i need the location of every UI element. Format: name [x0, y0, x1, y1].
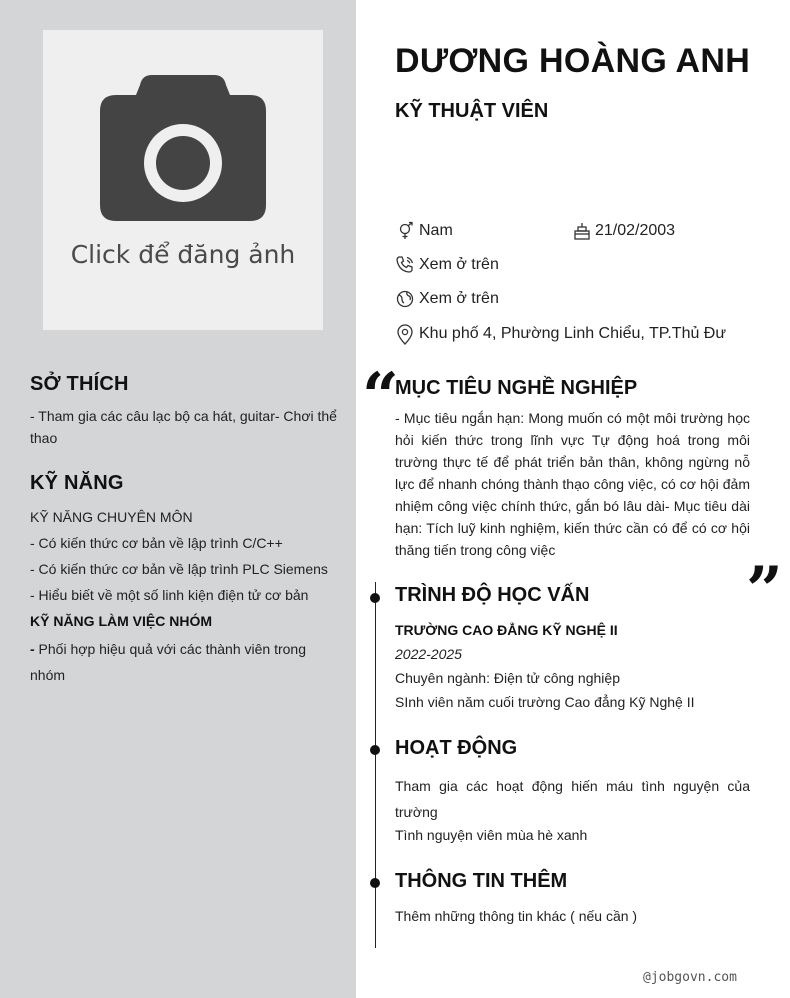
website-value: Xem ở trên: [419, 290, 499, 307]
birthday-row: [573, 221, 675, 241]
timeline-dot: [370, 878, 380, 888]
phone-icon: [395, 255, 415, 275]
phone-value: Xem ở trên: [419, 256, 499, 273]
education-note: SInh viên năm cuối trường Cao đẳng Kỹ Nghệ II: [395, 694, 695, 710]
address-row: [395, 323, 726, 345]
open-quote-icon: “: [362, 359, 399, 434]
skill-item: - Có kiến thức cơ bản về lập trình PLC Siemens: [30, 561, 328, 577]
activities-line-2: Tình nguyện viên mùa hè xanh: [395, 827, 588, 843]
education-period: 2022-2025: [395, 646, 462, 662]
photo-upload[interactable]: [43, 30, 323, 330]
gender-icon: [395, 221, 415, 241]
address-value: Khu phố 4, Phường Linh Chiểu, TP.Thủ Đư: [419, 325, 727, 342]
job-title: KỸ THUẬT VIÊN: [395, 100, 549, 122]
full-name: DƯƠNG HOÀNG ANH: [395, 42, 751, 80]
education-school: TRƯỜNG CAO ĐẲNG KỸ NGHỆ II: [395, 622, 618, 638]
globe-icon: [395, 289, 415, 309]
phone-row: [395, 255, 499, 275]
timeline-dot: [370, 593, 380, 603]
skills-team-text: [30, 636, 320, 688]
gender-row: [395, 221, 453, 241]
extra-title: THÔNG TIN THÊM: [395, 870, 568, 892]
birthday-value: 21/02/2003: [595, 222, 676, 239]
skills-team-content: Phối hợp hiệu quả với các thành viên trong nhóm: [30, 641, 306, 683]
camera-icon: [100, 75, 266, 231]
skills-title: KỸ NĂNG: [30, 472, 124, 494]
cake-icon: [573, 221, 591, 241]
hobbies-title: SỞ THÍCH: [30, 373, 129, 395]
photo-label: Click để đăng ảnh: [70, 240, 296, 269]
activities-title: HOẠT ĐỘNG: [395, 737, 518, 759]
timeline-line: [375, 582, 376, 948]
close-quote-icon: ”: [746, 553, 783, 628]
skills-team-title: KỸ NĂNG LÀM VIỆC NHÓM: [30, 613, 212, 629]
timeline-dot: [370, 745, 380, 755]
skills-pro-title: KỸ NĂNG CHUYÊN MÔN: [30, 509, 193, 525]
activities-line-1: Tham gia các hoạt động hiến máu tình nguyện của trường: [395, 778, 750, 820]
footer-credit: @jobgovn.com: [643, 970, 737, 985]
website-row: [395, 289, 499, 309]
education-title: TRÌNH ĐỘ HỌC VẤN: [395, 584, 590, 606]
extra-text: Thêm những thông tin khác ( nếu cần ): [395, 908, 638, 924]
hobbies-text: - Tham gia các câu lạc bộ ca hát, guitar- Chơi thể thao: [30, 408, 337, 446]
skill-item: - Hiểu biết về một số linh kiện điện tử cơ bản: [30, 587, 309, 603]
location-pin-icon: [395, 323, 415, 345]
skill-item: - Có kiến thức cơ bản về lập trình C/C++: [30, 535, 283, 551]
education-major: Chuyên ngành: Điện tử công nghiệp: [395, 670, 620, 686]
skills-team-dash: -: [30, 641, 35, 657]
gender-value: Nam: [419, 222, 453, 239]
objective-text: - Mục tiêu ngắn hạn: Mong muốn có một môi trường học hỏi kiến thức trong lĩnh vực Tự động hoá trong môi trường thực tế để phát triển bản thân, không ngừng nỗ lực để nhanh chóng thành thạo công việc, có cơ hội đảm nhiệm công việc chính thức, gắn bó lâu dài- Mục tiêu dài hạn: Tích luỹ kinh nghiệm, kiến thức cần có để có cơ hội thăng tiến trong công việc: [395, 410, 750, 558]
objective-title: MỤC TIÊU NGHỀ NGHIỆP: [395, 377, 638, 399]
